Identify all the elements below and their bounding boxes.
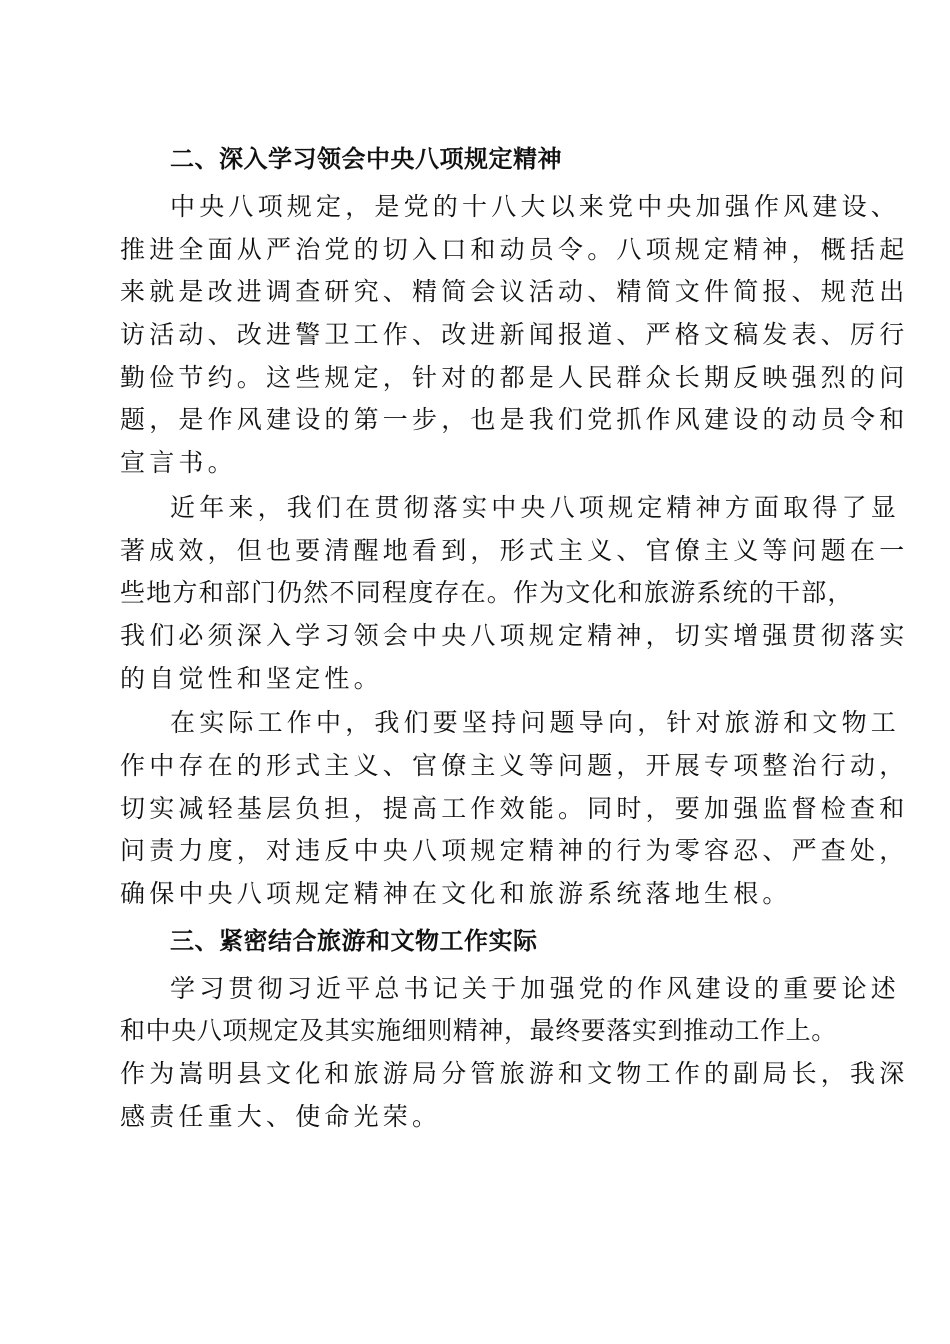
text-line: 著成效，但也要清醒地看到，形式主义、官僚主义等问题在一 [120, 535, 909, 565]
text-line: 作中存在的形式主义、官僚主义等问题，开展专项整治行动， [120, 750, 909, 780]
text-line: 勤俭节约。这些规定，针对的都是人民群众长期反映强烈的问 [120, 362, 909, 392]
section-heading-3: 三、紧密结合旅游和文物工作实际 [170, 926, 538, 955]
text-line: 切实减轻基层负担，提高工作效能。同时，要加强监督检查和 [120, 793, 909, 823]
document-body [120, 136, 909, 1138]
text-line: 和中央八项规定及其实施细则精神，最终要落实到推动工作上。 [120, 1016, 837, 1046]
text-line: 近年来，我们在贯彻落实中央八项规定精神方面取得了显 [170, 492, 901, 522]
text-line: 感责任重大、使命光荣。 [120, 1101, 442, 1131]
text-line: 些地方和部门仍然不同程度存在。作为文化和旅游系统的干部， [120, 578, 854, 608]
text-line: 访活动、改进警卫工作、改进新闻报道、严格文稿发表、厉行 [120, 320, 909, 350]
paragraph [120, 186, 909, 485]
text-line: 作为嵩明县文化和旅游局分管旅游和文物工作的副局长，我深 [120, 1059, 909, 1089]
text-line: 推进全面从严治党的切入口和动员令。八项规定精神，概括起 [120, 234, 909, 264]
text-line: 的自觉性和坚定性。 [120, 663, 383, 693]
section-heading-2: 二、深入学习领会中央八项规定精神 [170, 145, 562, 173]
paragraph [120, 968, 909, 1139]
text-line: 我们必须深入学习领会中央八项规定精神，切实增强贯彻落实 [120, 620, 909, 650]
text-line: 在实际工作中，我们要坚持问题导向，针对旅游和文物工 [170, 708, 901, 738]
paragraph [120, 487, 909, 700]
text-line: 题，是作风建设的第一步，也是我们党抓作风建设的动员令和 [120, 405, 909, 435]
text-line: 中央八项规定，是党的十八大以来党中央加强作风建设、 [170, 192, 901, 221]
paragraph [120, 702, 909, 915]
text-line: 学习贯彻习近平总书记关于加强党的作风建设的重要论述 [170, 973, 901, 1003]
text-line: 确保中央八项规定精神在文化和旅游系统落地生根。 [120, 879, 792, 908]
text-line: 宣言书。 [120, 448, 237, 478]
text-line: 来就是改进调查研究、精简会议活动、精简文件简报、规范出 [120, 277, 909, 307]
text-line: 问责力度，对违反中央八项规定精神的行为零容忍、严查处， [120, 836, 909, 866]
